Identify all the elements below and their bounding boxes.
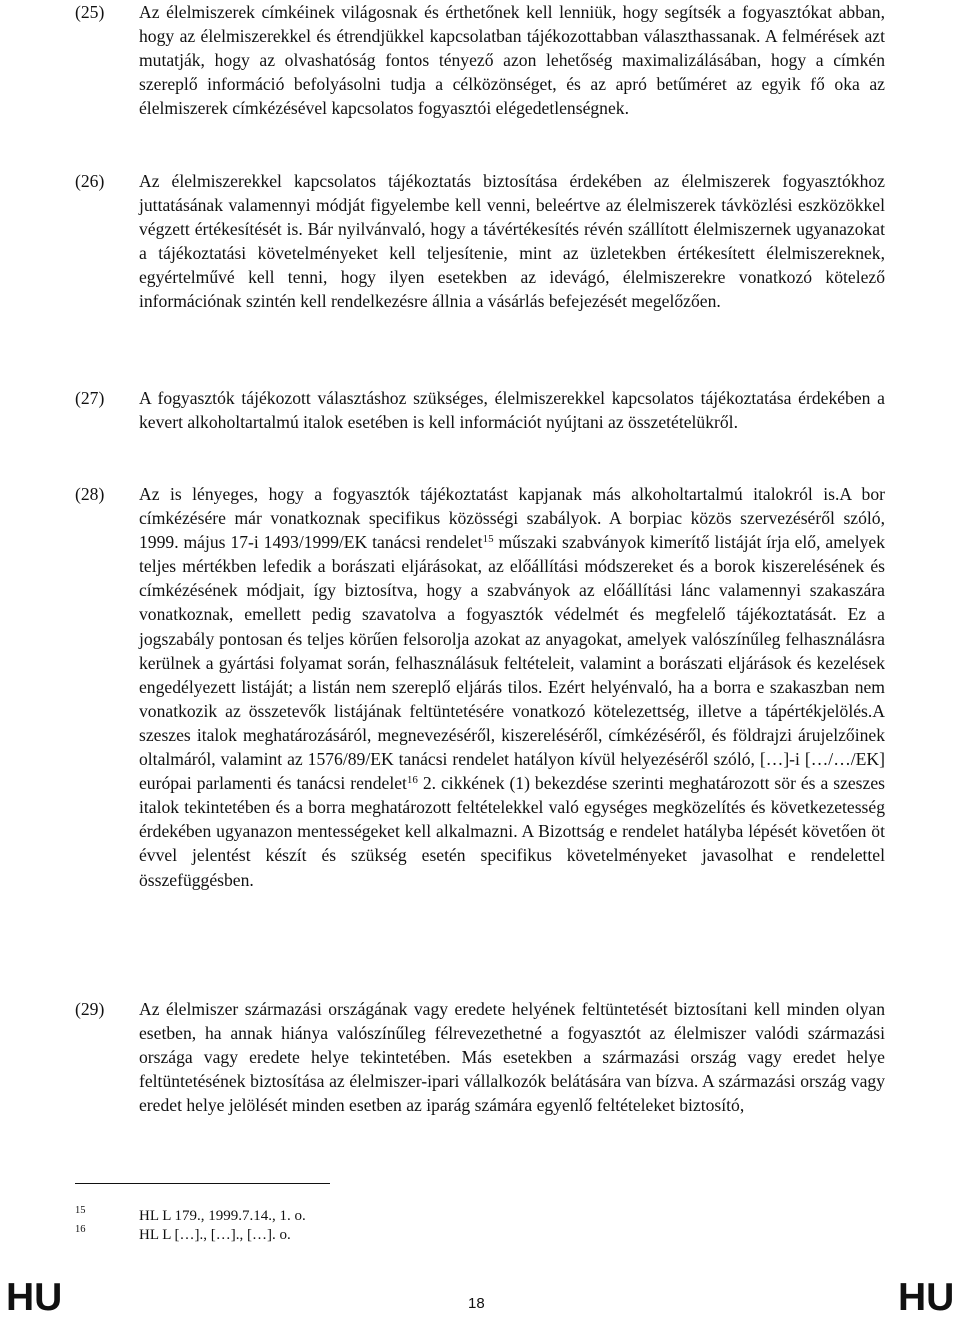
paragraph-text: Az élelmiszer származási országának vagy eredete helyének feltüntetését biztosítani kell minden olyan esetben, ha annak hiánya valószínűleg félrevezethetné a fogyasztót az élelmiszer valódi származási országa vagy eredete helye tekintetében. Más esetekben a származási ország vagy eredet helye feltüntetésének biztosítása az élelmiszer-ipari vállalkozók belátására van bízva. A származási ország vagy eredet helye jelölését minden esetben az iparág számára egyenlő feltételeket biztosító,	[139, 999, 885, 1116]
footer-language-right: HU	[898, 1276, 955, 1319]
paragraph-number: (27)	[75, 388, 105, 408]
footnote-number: 15	[75, 1205, 86, 1216]
paragraph-text: A fogyasztók tájékozott választáshoz szükséges, élelmiszerekkel kapcsolatos tájékoztatása érdekében a kevert alkoholtartalmú italok esetében is kell információt nyújtani az összetételükről.	[139, 388, 885, 433]
paragraph-text	[139, 482, 885, 892]
paragraph-number: (26)	[75, 171, 105, 191]
paragraph-text: Az élelmiszerekkel kapcsolatos tájékoztatás biztosítása érdekében az élelmiszerek fogyasztókhoz juttatásának valamennyi módját figyelembe kell venni, beleértve az élelmiszerek távközlési eszközökkel végzett értékesítését is. Bár nyilvánvaló, hogy a távértékesítés révén szállított élelmiszernek ugyanazokat a tájékoztatási követelményeket kell teljesítenie, mint az üzletekben értékesített élelmiszereknek, egyértelművé kell tenni, hogy ilyen esetekben az idevágó, élelmiszerekre vonatkozó kötelező információnak szintén kell rendelkezésre állnia a vásárlás befejezését megelőzően.	[139, 171, 885, 312]
footnote-number: 16	[75, 1224, 86, 1235]
paragraph-text-part: 2. cikkének (1) bekezdése szerinti meghatározott sör és a szeszes italok tekintetében és a borra meghatározott feltételekkel való egységes megközelítés és következetesség érdekében ugyanazon mentességeket kell alkalmazni. A Bizottság e rendelet hatályba lépését követően öt évvel jelentést készít és szükség esetén specifikus követelményeket javasolhat e rendelettel összefüggésben.	[139, 773, 885, 890]
footnote-text: HL L […]., […]., […]. o.	[139, 1227, 291, 1243]
footnote-ref-15[interactable]: 15	[482, 533, 494, 546]
footer-language-left: HU	[6, 1276, 63, 1319]
footnote-separator	[75, 1183, 330, 1184]
paragraph-number: (29)	[75, 999, 105, 1019]
paragraph-text-part: Az is lényeges, hogy a fogyasztók tájékoztatást kapjanak más alkoholtartalmú italokról is.A bor címkézésére már vonatkoznak specifikus közösségi szabályok. A borpiac közös szervezéséről szóló, 1999. május 17-i 1493/1999/EK tanácsi rendelet	[139, 484, 885, 553]
page-number: 18	[468, 1295, 485, 1312]
footnote-text: HL L 179., 1999.7.14., 1. o.	[139, 1208, 306, 1224]
paragraph-number: (28)	[75, 484, 105, 504]
paragraph-text: Az élelmiszerek címkéinek világosnak és érthetőnek kell lenniük, hogy segítsék a fogyasztókat abban, hogy az élelmiszerekkel és étrendjükkel kapcsolatban tájékozottabban választhassanak. A felmérések azt mutatják, hogy az olvashatóság fontos tényező azon lehetőség maximalizálásában, hogy a címkén szereplő információ befolyásolni tudja a célközönséget, és az apró betűméret az egyik fő oka az élelmiszerek címkézésével kapcsolatos fogyasztói elégedetlenségnek.	[139, 2, 885, 119]
footnote-ref-16[interactable]: 16	[406, 774, 418, 787]
paragraph-text-part: műszaki szabványok kimerítő listáját írja elő, amelyek teljes mértékben lefedik a borászati eljárásokat, az előállítási módszereket és a borok kiszerelésének és címkézésének módjait, így biztosítva, hogy a szabványok az előállítási lánc valamennyi szakaszára vonatkoznak, emellett pedig szavatolva a fogyasztók védelmét és megfelelő tájékoztatását. Ez a jogszabály pontosan és teljes körűen felsorolja azokat az anyagokat, amelyek valószínűleg felhasználásra kerülnek a gyártási folyamat során, felhasználásuk feltételeit, valamint a borászati eljárások és kezelések engedélyezett listáját; a listán nem szereplő eljárás tilos. Ezért helyénvaló, ha a borra e szakaszban nem vonatkozik az összetevők listájának feltüntetésére vonatkozó kötelezettség, illetve a tápértékjelölés.A szeszes italok meghatározásáról, megnevezéséről, kiszereléséről, címkézéséről, és földrajzi árujelzőinek oltalmáról, valamint az 1576/89/EK tanácsi rendelet hatályon kívül helyezéséről szóló, […]-i […/…/EK] európai parlamenti és tanácsi rendelet	[139, 532, 885, 794]
paragraph-number: (25)	[75, 2, 105, 22]
